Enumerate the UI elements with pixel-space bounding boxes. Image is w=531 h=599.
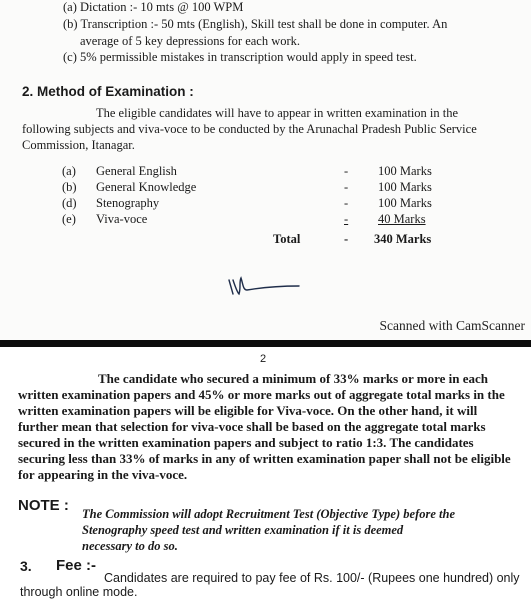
fee-label: Fee :-: [56, 557, 97, 574]
speed-item-a: (a) Dictation :- 10 mts @ 100 WPM: [63, 0, 244, 14]
intro-line-3: Commission, Itanagar.: [22, 138, 135, 152]
note-line: necessary to do so.: [82, 539, 178, 553]
subject-dash: -: [344, 196, 349, 210]
speed-item-b: (b) Transcription :- 50 mts (English), Skill test shall be done in computer. An: [63, 17, 448, 31]
subject-row: [62, 196, 442, 212]
subject-row: [62, 180, 442, 196]
paragraph-line: The candidate who secured a minimum of 33% marks or more in each: [98, 371, 488, 386]
subject-marks: 100 Marks: [378, 180, 432, 194]
section-heading: 2. Method of Examination :: [22, 84, 194, 99]
paragraph-line: written examination papers will be eligible for Viva-voce. On the other hand, it will: [18, 403, 478, 418]
subject-dash: -: [344, 212, 349, 226]
scanner-watermark: Scanned with CamScanner: [379, 318, 525, 333]
page-two: [0, 347, 531, 599]
subject-marks: 40 Marks: [378, 212, 426, 226]
paragraph-line: further mean that selection for viva-voce shall be based on the aggregate total marks: [18, 419, 486, 434]
subject-name: General English: [96, 164, 177, 178]
fee-section-number: 3.: [20, 558, 32, 574]
paragraph-line: secured in the written examination papers and subject to ratio 1:3. The candidates: [18, 435, 474, 450]
paragraph-line: written examination papers and 45% or more marks out of aggregate total marks in the: [18, 387, 505, 402]
subject-name: Viva-voce: [96, 212, 148, 226]
intro-line-1: The eligible candidates will have to appear in written examination in the: [96, 106, 459, 120]
subject-marks: 100 Marks: [378, 196, 432, 210]
total-row: [62, 232, 442, 248]
note-label: NOTE :: [18, 497, 69, 514]
total-label: Total: [273, 232, 301, 246]
subject-row: [62, 164, 442, 180]
subject-name: Stenography: [96, 196, 160, 210]
note-line: Stenography speed test and written examination if it is deemed: [82, 523, 404, 537]
intro-line-2: following subjects and viva-voce to be conducted by the Arunachal Pradesh Public Service: [22, 122, 477, 136]
note-line: The Commission will adopt Recruitment Test (Objective Type) before the: [82, 507, 455, 521]
subject-dash: -: [344, 180, 349, 194]
subject-marks: 100 Marks: [378, 164, 432, 178]
subject-row: [62, 212, 442, 228]
subject-code: (a): [62, 164, 76, 178]
page-number: 2: [260, 353, 267, 365]
speed-item-c: (c) 5% permissible mistakes in transcription would apply in speed test.: [63, 50, 417, 64]
total-dash: -: [344, 232, 349, 246]
signature-mark: [225, 268, 305, 300]
paragraph-line: for appearing in the viva-voce.: [18, 467, 188, 482]
subject-code: (b): [62, 180, 77, 194]
page-divider: [0, 340, 531, 347]
subject-dash: -: [344, 164, 349, 178]
speed-item-b-cont: average of 5 key depressions for each work.: [80, 34, 301, 48]
subject-name: General Knowledge: [96, 180, 197, 194]
fee-line: Candidates are required to pay fee of Rs. 100/- (Rupees one hundred) only: [104, 571, 520, 585]
fee-line: through online mode.: [20, 585, 138, 599]
subject-code: (d): [62, 196, 77, 210]
total-marks: 340 Marks: [374, 232, 432, 246]
subject-code: (e): [62, 212, 76, 226]
paragraph-line: securing less than 33% of marks in any of written examination paper shall not be eligible: [18, 451, 511, 466]
